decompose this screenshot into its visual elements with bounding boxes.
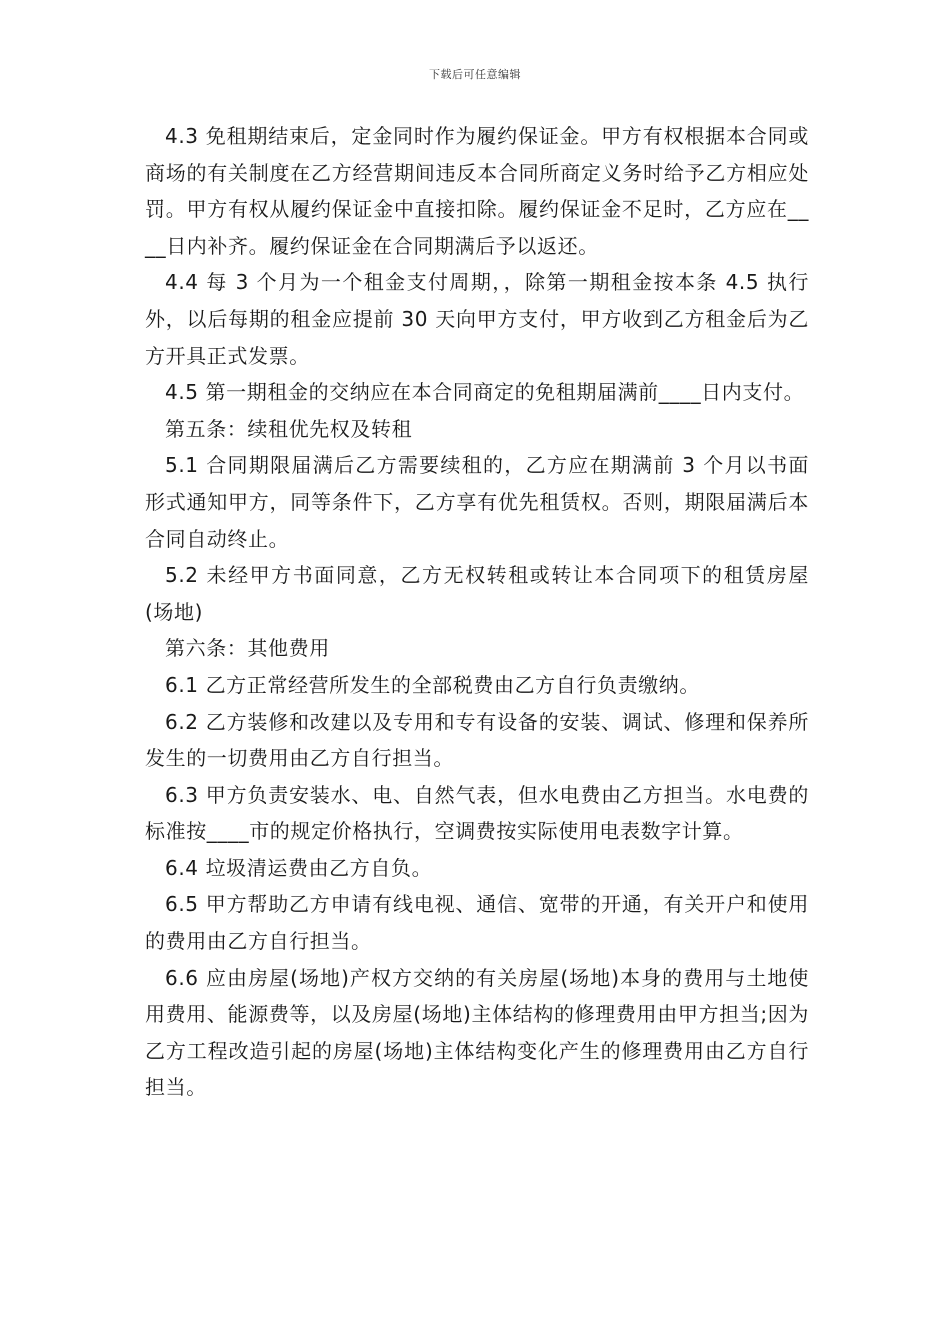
clause-6-2: 6.2 乙方装修和改建以及专用和专有设备的安装、调试、修理和保养所发生的一切费用由乙方自行担当。	[145, 709, 809, 771]
clause-4-4: 4.4 每 3 个月为一个租金支付周期，，除第一期租金按本条 4.5 执行外，以后每期的租金应提前 30 天向甲方支付，甲方收到乙方租金后为乙方开具正式发票。	[145, 270, 809, 368]
section-heading-5: 第五条：续租优先权及转租	[165, 416, 413, 441]
document-body	[145, 118, 809, 1106]
section-heading-6: 第六条：其他费用	[165, 636, 330, 661]
clause-6-6: 6.6 应由房屋(场地)产权方交纳的有关房屋(场地)本身的费用与土地使用费用、能源费等，以及房屋(场地)主体结构的修理费用由甲方担当;因为乙方工程改造引起的房屋(场地)主体结构变化产生的修理费用由乙方自行担当。	[145, 965, 809, 1100]
clause-6-4: 6.4 垃圾清运费由乙方自负。	[165, 855, 433, 880]
clause-6-3: 6.3 甲方负责安装水、电、自然气表，但水电费由乙方担当。水电费的标准按____市的规定价格执行，空调费按实际使用电表数字计算。	[145, 782, 809, 844]
clause-5-2: 5.2 未经甲方书面同意，乙方无权转租或转让本合同项下的租赁房屋(场地)	[145, 563, 809, 624]
clause-4-3: 4.3 免租期结束后，定金同时作为履约保证金。甲方有权根据本合同或商场的有关制度在乙方经营期间违反本合同所商定义务时给予乙方相应处罚。甲方有权从履约保证金中直接扣除。履约保证金不足时，乙方应在____日内补齐。履约保证金在合同期满后予以返还。	[145, 124, 809, 258]
clause-5-1: 5.1 合同期限届满后乙方需要续租的，乙方应在期满前 3 个月以书面形式通知甲方，同等条件下，乙方享有优先租赁权。否则，期限届满后本合同自动终止。	[145, 453, 809, 551]
page-header: 下载后可任意编辑	[429, 68, 521, 81]
clause-6-1: 6.1 乙方正常经营所发生的全部税费由乙方自行负责缴纳。	[165, 672, 700, 697]
clause-6-5: 6.5 甲方帮助乙方申请有线电视、通信、宽带的开通，有关开户和使用的费用由乙方自行担当。	[145, 892, 809, 954]
clause-4-5: 4.5 第一期租金的交纳应在本合同商定的免租期届满前____日内支付。	[165, 380, 805, 405]
